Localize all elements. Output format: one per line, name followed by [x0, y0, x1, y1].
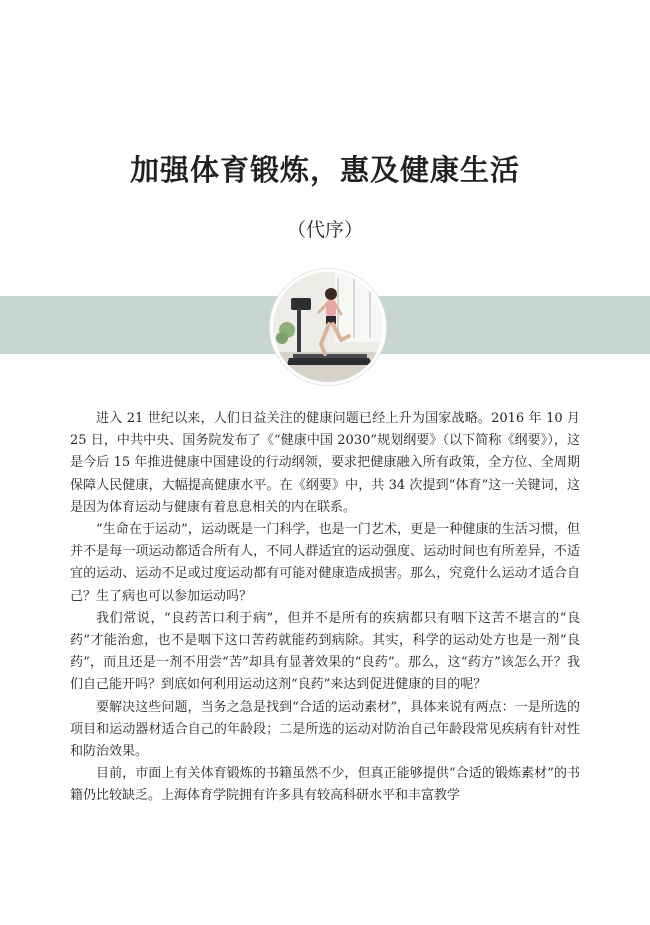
paragraph-4: 要解决这些问题，当务之急是找到“合适的运动素材”，具体来说有两点：一是所选的项目和运动器材适合自己的年龄段；二是所选的运动对防治自己年龄段常见疾病有针对性和防治效果。 [70, 699, 580, 760]
paragraph-1: 进入 21 世纪以来，人们日益关注的健康问题已经上升为国家战略。2016 年 10 月 25 日，中共中央、国务院发布了《“健康中国 2030”规划纲要》（以下简称《纲要》），这是今后 15 年推进健康中国建设的行动纲领，要求把健康融入所有政策，全方位、全周期保障人民健康，大幅提高健康水平。在《纲要》中，共 34 次提到“体育”这一关键词，这是因为体育运动与健康有着息息相关的内在联系。 [70, 411, 580, 515]
paragraph-2: “生命在于运动”，运动既是一门科学，也是一门艺术，更是一种健康的生活习惯，但并不是每一项运动都适合所有人，不同人群适宜的运动强度、运动时间也有所差异，不适宜的运动、运动不足或过度运动都有可能对健康造成损害。那么，究竟什么运动才适合自己？生了病也可以参加运动吗？ [70, 522, 580, 604]
preface-body [70, 408, 580, 808]
page-subtitle: （代序） [286, 219, 363, 241]
paragraph-3: 我们常说，“良药苦口利于病”，但并不是所有的疾病都只有咽下这苦不堪言的“良药”才能治愈，也不是咽下这口苦药就能药到病除。其实，科学的运动处方也是一剂“良药”，而且还是一剂不用尝“苦”却具有显著效果的“良药”。那么，这“药方”该怎么开？我们自己能开吗？到底如何利用运动这剂“良药”来达到促进健康的目的呢？ [70, 610, 580, 693]
page-title: 加强体育锻炼，惠及健康生活 [129, 153, 520, 187]
treadmill-runner-photo [270, 269, 386, 385]
treadmill-runner-illustration [273, 272, 383, 382]
paragraph-5: 目前，市面上有关体育锻炼的书籍虽然不少，但真正能够提供“合适的锻炼素材”的书籍仍比较缺乏。上海体育学院拥有许多具有较高科研水平和丰富教学 [70, 766, 580, 804]
